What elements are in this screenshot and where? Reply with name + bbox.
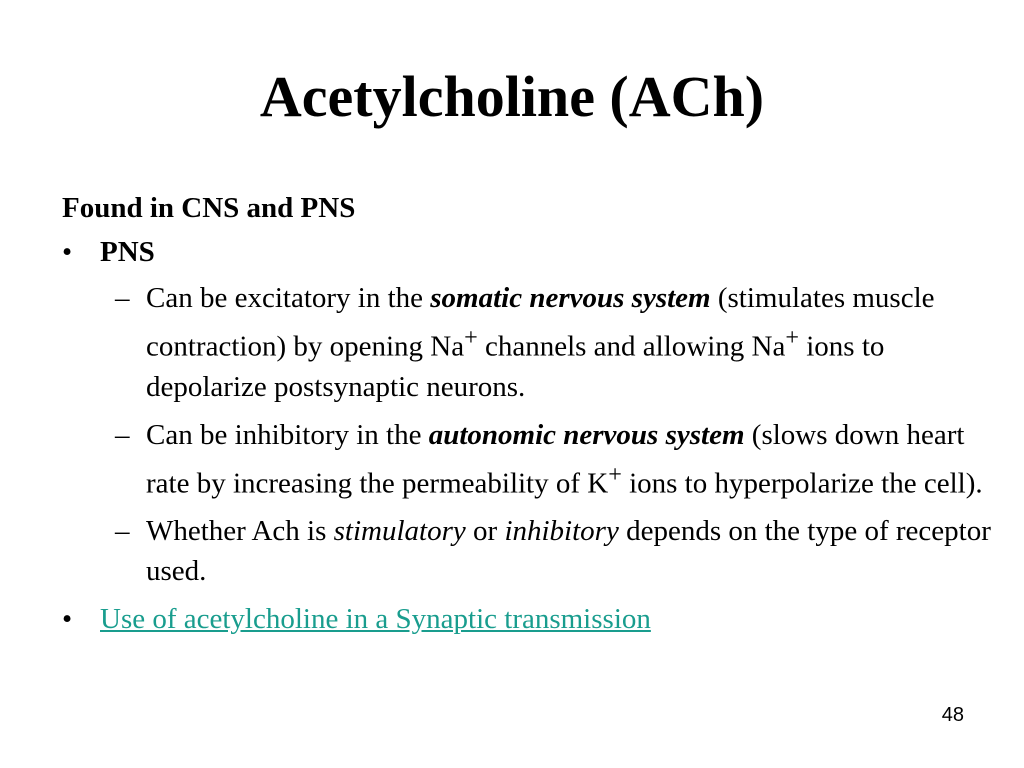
text: (slows down heart rate by increasing the permeability of K [146, 418, 965, 500]
italic-text: inhibitory [504, 515, 619, 548]
synaptic-transmission-link[interactable]: Use of acetylcholine in a Synaptic transmission [100, 603, 651, 636]
superscript: + [785, 324, 799, 351]
dash-marker: – [115, 515, 130, 548]
slide-title: Acetylcholine (ACh) [259, 64, 765, 129]
sub-bullet-excitatory [115, 278, 992, 407]
bullet-link [62, 599, 992, 639]
text: channels and allowing Na [477, 330, 786, 363]
section-heading: Found in CNS and PNS [62, 192, 356, 224]
text: Whether Ach is [146, 515, 334, 548]
text: Can be inhibitory in the [146, 418, 429, 451]
superscript: + [608, 460, 622, 488]
text: depends on the type of receptor used. [146, 515, 991, 588]
text: or [465, 515, 505, 548]
bullet-marker: • [62, 603, 73, 636]
text: Can be excitatory in the [146, 282, 431, 314]
dash-marker: – [115, 282, 130, 314]
text: ions to depolarize postsynaptic neurons. [146, 330, 885, 403]
sub-bullet-receptor [115, 511, 992, 591]
emphasis-text: somatic nervous system [430, 282, 711, 314]
emphasis-text: autonomic nervous system [428, 418, 745, 451]
sub-bullet-inhibitory [115, 415, 992, 504]
superscript: + [464, 324, 478, 351]
text: ions to hyperpolarize the cell). [621, 467, 983, 500]
bullet-marker: • [62, 236, 73, 268]
text: (stimulates muscle contraction) by opening Na [146, 282, 935, 363]
slide-body [62, 188, 992, 645]
italic-text: stimulatory [333, 515, 466, 548]
page-number: 48 [941, 704, 964, 726]
bullet-label: PNS [100, 236, 155, 268]
dash-marker: – [115, 418, 130, 451]
bullet-pns [62, 232, 992, 272]
